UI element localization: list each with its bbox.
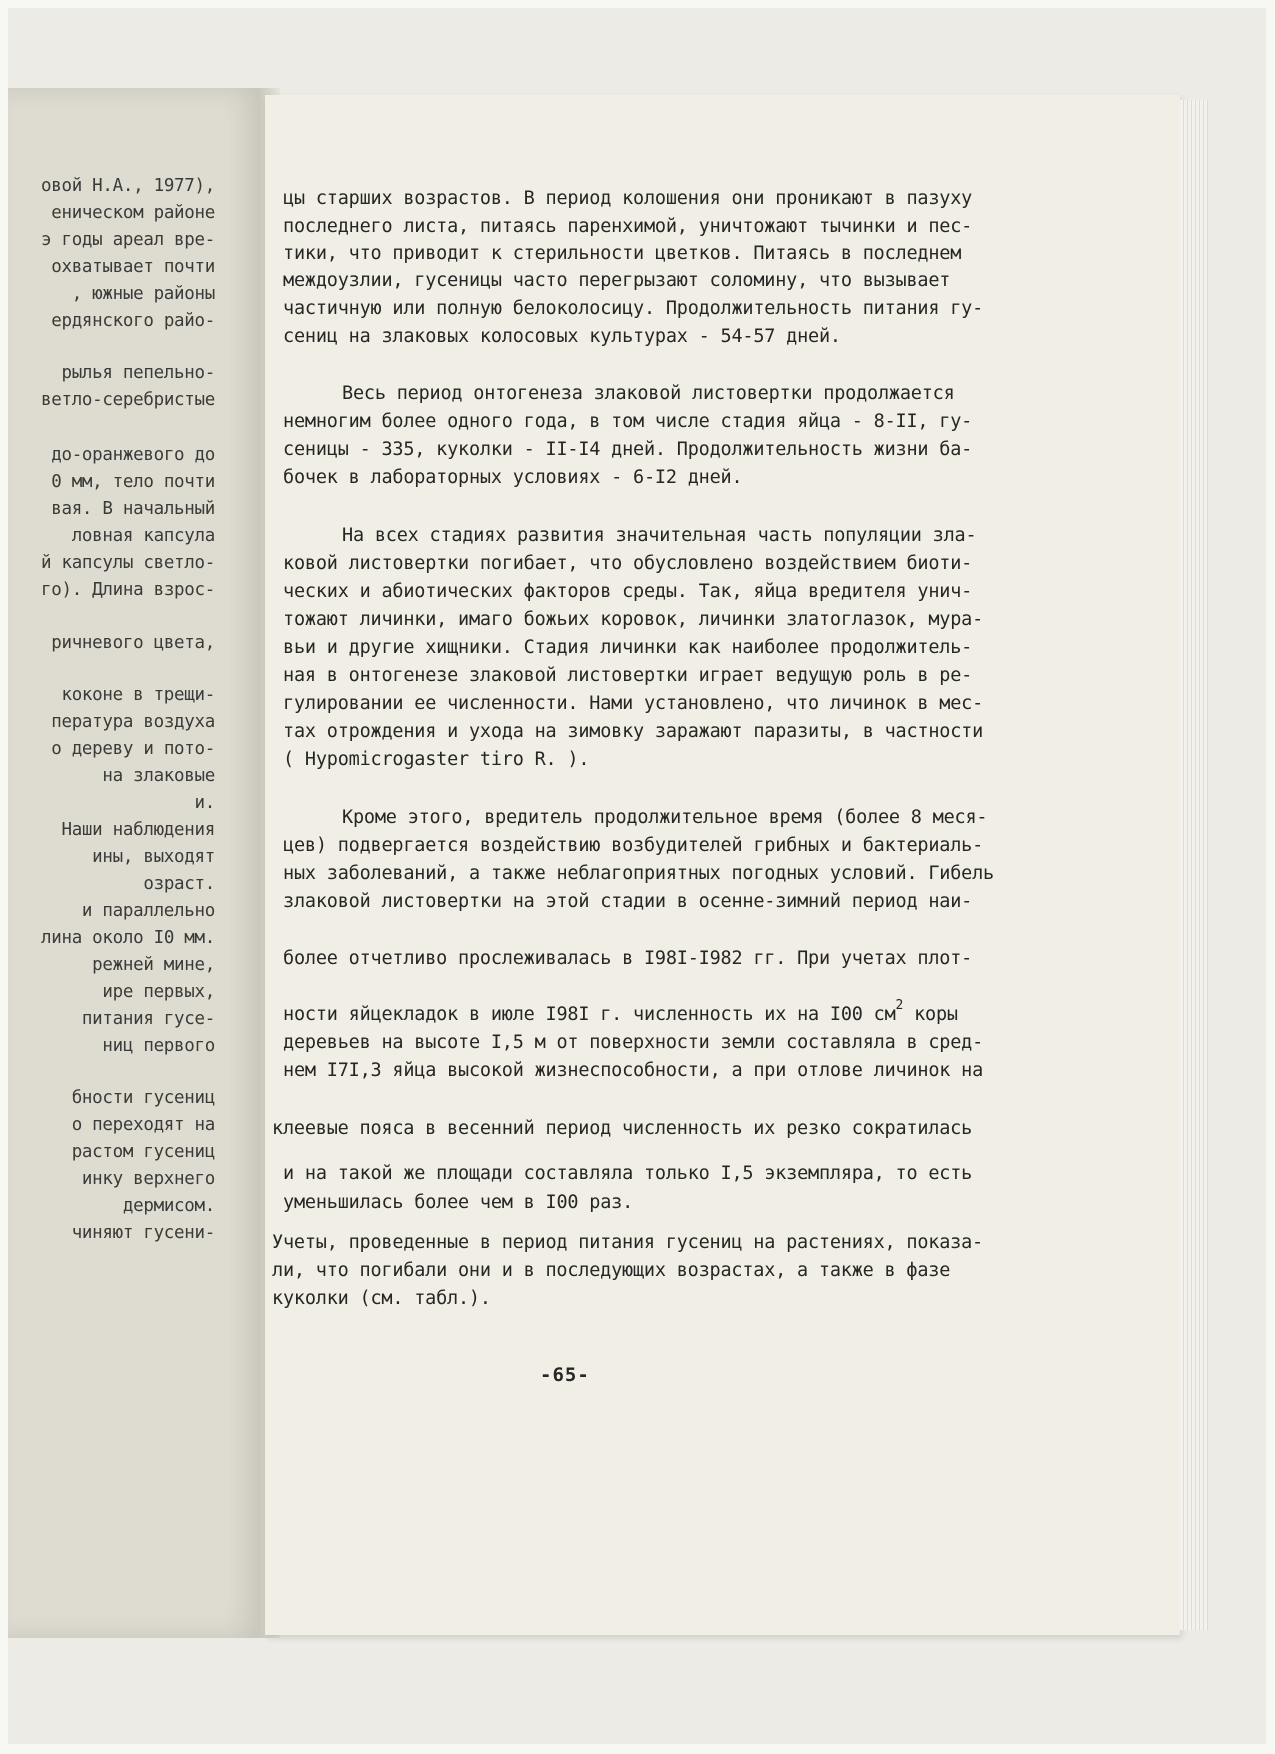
left-page-line: ветло-серебристые bbox=[40, 390, 215, 410]
right-page-line: вьи и другие хищники. Стадия личинки как наиболее продолжитель- bbox=[283, 637, 973, 658]
right-page-line: клеевые пояса в весенний период численность их резко сократилась bbox=[272, 1118, 973, 1139]
right-page-line: куколки (см. табл.). bbox=[272, 1288, 491, 1309]
left-page-line: бности гусениц bbox=[71, 1088, 215, 1108]
right-page-line: последнего листа, питаясь паренхимой, уничтожают тычинки и пес- bbox=[283, 216, 973, 237]
left-page-line: и параллельно bbox=[81, 901, 215, 921]
right-page-line: ческих и абиотических факторов среды. Так, яйца вредителя унич- bbox=[283, 581, 973, 602]
left-page-line: Наши наблюдения bbox=[61, 820, 215, 840]
left-page-line: охватывает почти bbox=[51, 257, 215, 277]
density-text: ности яйцекладок в июле I98I г. численность их на I00 см bbox=[283, 1004, 896, 1025]
left-page-line: ины, выходят bbox=[92, 847, 215, 867]
left-page-line: овой Н.А., 1977), bbox=[40, 176, 215, 196]
right-page-line: более отчетливо прослеживалась в I98I-I982 гг. При учетах плот- bbox=[283, 948, 973, 969]
left-page-line: й капсулы светло- bbox=[40, 553, 215, 573]
right-page-line: Учеты, проведенные в период питания гусениц на растениях, показа- bbox=[272, 1232, 983, 1253]
right-page-line: немногим более одного года, в том числе стадия яйца - 8-II, гу- bbox=[283, 411, 973, 432]
page-edge-stack bbox=[1180, 100, 1208, 1630]
right-page-line: Весь период онтогенеза злаковой листовертки продолжается bbox=[342, 383, 955, 404]
right-page-line: частичную или полную белоколосицу. Продолжительность питания гу- bbox=[283, 298, 984, 319]
right-page-line: гулировании ее численности. Нами установлено, что личинок в мес- bbox=[283, 693, 984, 714]
right-page-line: ных заболеваний, а также неблагоприятных погодных условий. Гибель bbox=[283, 863, 994, 884]
left-page-line: еническом районе bbox=[51, 203, 215, 223]
right-page-line: На всех стадиях развития значительная часть популяции зла- bbox=[342, 525, 977, 546]
left-page-line: и. bbox=[194, 793, 215, 813]
left-page-line: пература воздуха bbox=[51, 712, 215, 732]
left-page bbox=[8, 88, 265, 1638]
left-page-line: на злаковые bbox=[102, 766, 215, 786]
right-page-line: ная в онтогенезе злаковой листовертки играет ведущую роль в ре- bbox=[283, 665, 973, 686]
right-page-line: тожают личинки, имаго божьих коровок, личинки златоглазок, мура- bbox=[283, 609, 984, 630]
left-page-line: э годы ареал вре- bbox=[40, 230, 215, 250]
left-page-line: режней мине, bbox=[92, 955, 215, 975]
right-page-line: ( Hypomicrogaster tiro R. ). bbox=[283, 749, 590, 770]
right-page-line: ли, что погибали они и в последующих возрастах, а также в фазе bbox=[272, 1260, 951, 1281]
left-page-line: , южные районы bbox=[71, 284, 215, 304]
left-page-line: 0 мм, тело почти bbox=[51, 472, 215, 492]
left-page-line: о переходят на bbox=[71, 1115, 215, 1135]
density-text-end: коры bbox=[903, 1004, 958, 1025]
right-page-line: деревьев на высоте I,5 м от поверхности земли составляла в сред- bbox=[283, 1032, 984, 1053]
left-page-line: ердянского райо- bbox=[51, 311, 215, 331]
left-page-line: рылья пепельно- bbox=[61, 363, 215, 383]
left-page-line: лина около I0 мм. bbox=[40, 928, 215, 948]
right-page-line: и на такой же площади составляла только I,5 экземпляра, то есть bbox=[283, 1163, 973, 1184]
left-page-line: до-оранжевого до bbox=[51, 445, 215, 465]
right-page-line: уменьшилась более чем в I00 раз. bbox=[283, 1192, 634, 1213]
left-page-line: инку верхнего bbox=[81, 1169, 215, 1189]
page-number: -65- bbox=[540, 1364, 590, 1386]
left-page-line: ире первых, bbox=[102, 982, 215, 1002]
left-page-line: питания гусе- bbox=[81, 1009, 215, 1029]
right-page-line bbox=[283, 998, 958, 1025]
left-page-line: вая. В начальный bbox=[51, 499, 215, 519]
left-page-line: ловная капсула bbox=[71, 526, 215, 546]
left-page-line: чиняют гусени- bbox=[71, 1223, 215, 1243]
left-page-line: коконе в трещи- bbox=[61, 685, 215, 705]
right-page-line: междоузлии, гусеницы часто перегрызают соломину, что вызывает bbox=[283, 270, 951, 291]
left-page-line: озраст. bbox=[143, 874, 215, 894]
right-page-line: ковой листовертки погибает, что обусловлено воздействием биоти- bbox=[283, 553, 973, 574]
right-page-line: тики, что приводит к стерильности цветков. Питаясь в последнем bbox=[283, 243, 962, 264]
right-page-line: цев) подвергается воздействию возбудителей грибных и бактериаль- bbox=[283, 835, 984, 856]
right-page-line: Кроме этого, вредитель продолжительное время (более 8 меся- bbox=[342, 807, 988, 828]
right-page-line: сеницы - 335, куколки - II-I4 дней. Продолжительность жизни ба- bbox=[283, 439, 973, 460]
right-page-line: нем I7I,3 яйца высокой жизнеспособности, а при отлове личинок на bbox=[283, 1060, 984, 1081]
left-page-line: о дереву и пото- bbox=[51, 739, 215, 759]
left-page-line: дермисом. bbox=[122, 1196, 215, 1216]
left-page-line: растом гусениц bbox=[71, 1142, 215, 1162]
left-page-line: ричневого цвета, bbox=[51, 633, 215, 653]
left-page-line: ниц первого bbox=[102, 1036, 215, 1056]
right-page-line: злаковой листовертки на этой стадии в осенне-зимний период наи- bbox=[283, 891, 973, 912]
right-page-line: цы старших возрастов. В период колошения они проникают в пазуху bbox=[283, 188, 973, 209]
square-superscript: 2 bbox=[895, 998, 904, 1013]
left-page-line: го). Длина взрос- bbox=[40, 580, 215, 600]
right-page-line: тах отрождения и ухода на зимовку заражают паразиты, в частности bbox=[283, 721, 984, 742]
right-page-line: бочек в лабораторных условиях - 6-I2 дней. bbox=[283, 467, 743, 488]
right-page-line: сениц на злаковых колосовых культурах - 54-57 дней. bbox=[283, 326, 841, 347]
